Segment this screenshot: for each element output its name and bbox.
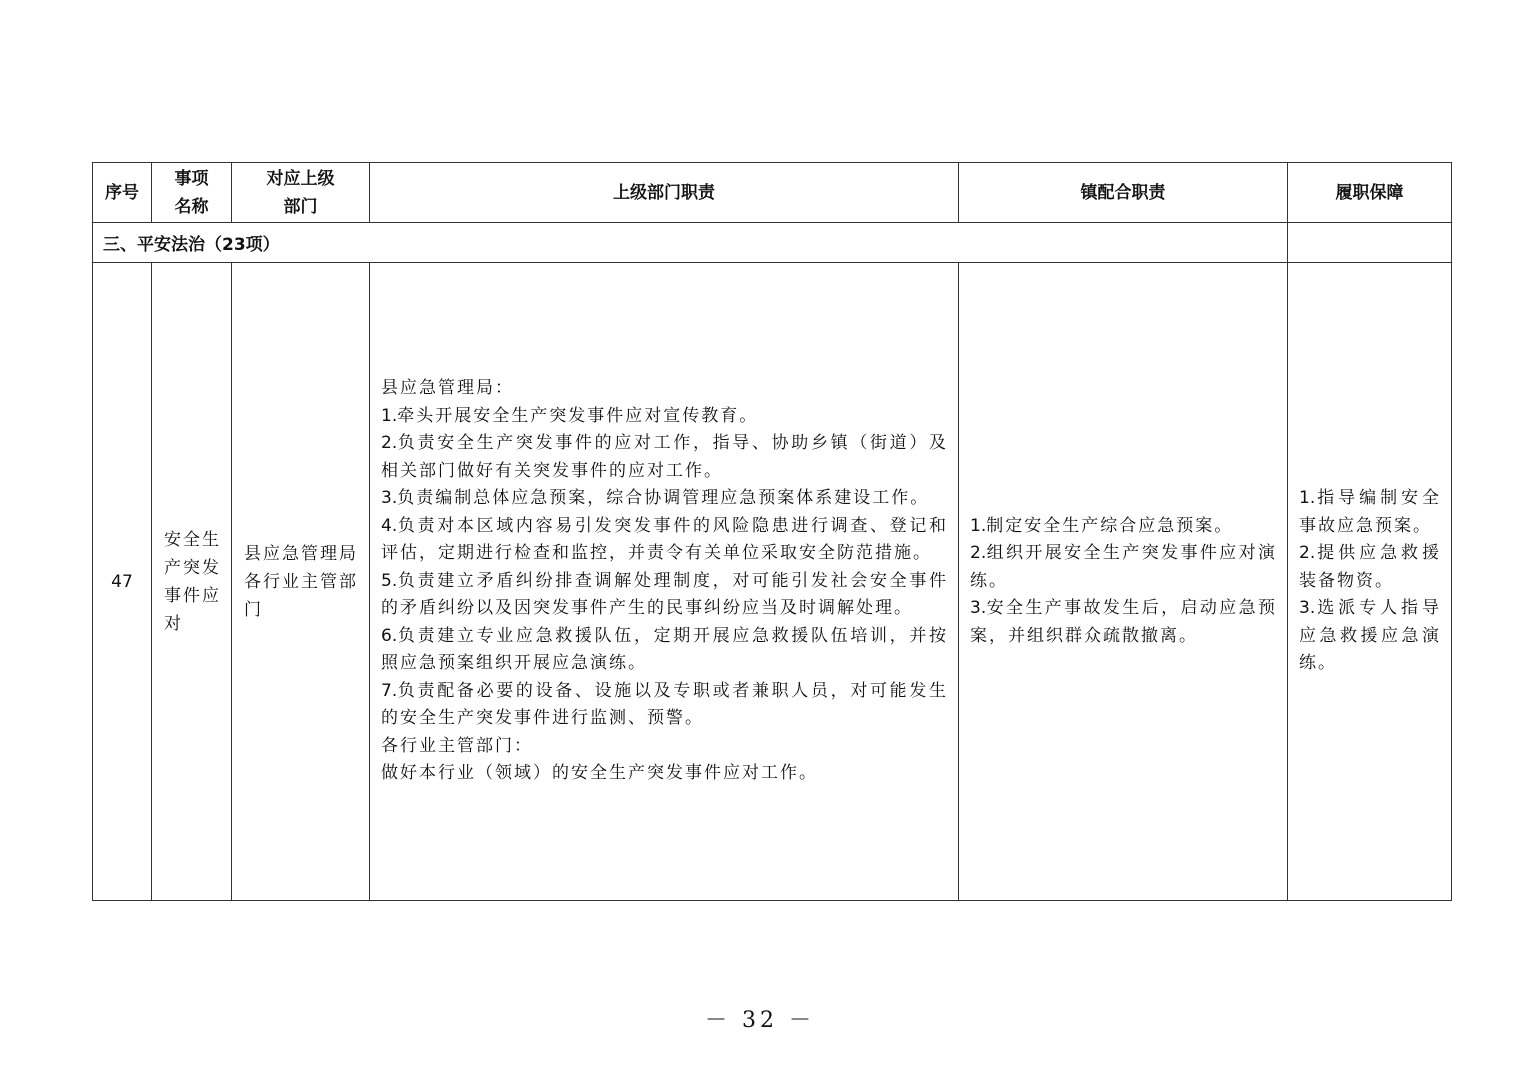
- row-seq: 47: [93, 263, 152, 901]
- section-title: 三、平安法治（23项）: [93, 223, 1288, 263]
- row-dept: [232, 263, 370, 901]
- section-row: [93, 223, 1452, 263]
- row-dept-text: 县应急管理局各行业主管部门: [244, 543, 358, 620]
- header-item-name: [152, 163, 232, 223]
- row-town-duty: [959, 263, 1288, 901]
- guarantee-item: 1.指导编制安全事故应急预案。: [1299, 488, 1441, 536]
- header-guarantee: 履职保障: [1288, 163, 1452, 223]
- upper-duty-item: 2.负责安全生产突发事件的应对工作，指导、协助乡镇（街道）及相关部门做好有关突发事件的应对工作。: [381, 433, 948, 481]
- header-dept-line2: 部门: [283, 196, 318, 217]
- header-town-duty: 镇配合职责: [959, 163, 1288, 223]
- row-guarantee: [1288, 263, 1452, 901]
- section-empty-cell: [1288, 223, 1452, 263]
- upper-duty-content: [370, 375, 958, 788]
- upper-duty-item: 3.负责编制总体应急预案，综合协调管理应急预案体系建设工作。: [381, 488, 930, 509]
- table-header-row: [93, 163, 1452, 223]
- header-item-name-line2: 名称: [174, 196, 209, 217]
- upper-duty-subtitle: 各行业主管部门：: [381, 735, 533, 756]
- town-duty-item: 1.制定安全生产综合应急预案。: [970, 515, 1234, 536]
- header-dept: [232, 163, 370, 223]
- upper-duty-item: 4.负责对本区域内容易引发突发事件的风险隐患进行调查、登记和评估，定期进行检查和监控，并责令有关单位采取安全防范措施。: [381, 515, 948, 564]
- responsibility-table: [92, 162, 1452, 901]
- upper-duty-intro: 县应急管理局：: [381, 378, 514, 399]
- upper-duty-item: 6.负责建立专业应急救援队伍，定期开展应急救援队伍培训，并按照应急预案组织开展应急演练。: [381, 625, 948, 674]
- upper-duty-item: 7.负责配备必要的设备、设施以及专职或者兼职人员，对可能发生的安全生产突发事件进行监测、预警。: [381, 680, 948, 729]
- row-item-name: [152, 263, 232, 901]
- row-upper-duty: [370, 263, 959, 901]
- upper-duty-subtext: 做好本行业（领域）的安全生产突发事件应对工作。: [381, 763, 818, 784]
- guarantee-item: 3.选派专人指导应急救援应急演练。: [1299, 598, 1441, 674]
- town-duty-content: [959, 513, 1287, 651]
- town-duty-item: 2.组织开展安全生产突发事件应对演练。: [970, 543, 1277, 591]
- row-item-name-text: 安全生产突发事件应对: [164, 529, 221, 634]
- guarantee-content: [1288, 485, 1451, 678]
- table-row: [93, 263, 1452, 901]
- upper-duty-item: 5.负责建立矛盾纠纷排查调解处理制度，对可能引发社会安全事件的矛盾纠纷以及因突发事件产生的民事纠纷应当及时调解处理。: [381, 570, 948, 619]
- header-upper-duty: 上级部门职责: [370, 163, 959, 223]
- town-duty-item: 3.安全生产事故发生后，启动应急预案，并组织群众疏散撤离。: [970, 598, 1277, 646]
- header-dept-line1: 对应上级: [266, 168, 335, 189]
- page-number: － 32 －: [705, 1008, 815, 1033]
- header-item-name-line1: 事项: [174, 168, 209, 189]
- upper-duty-item: 1.牵头开展安全生产突发事件应对宣传教育。: [381, 405, 759, 426]
- guarantee-item: 2.提供应急救援装备物资。: [1299, 543, 1441, 591]
- header-seq: 序号: [93, 163, 152, 223]
